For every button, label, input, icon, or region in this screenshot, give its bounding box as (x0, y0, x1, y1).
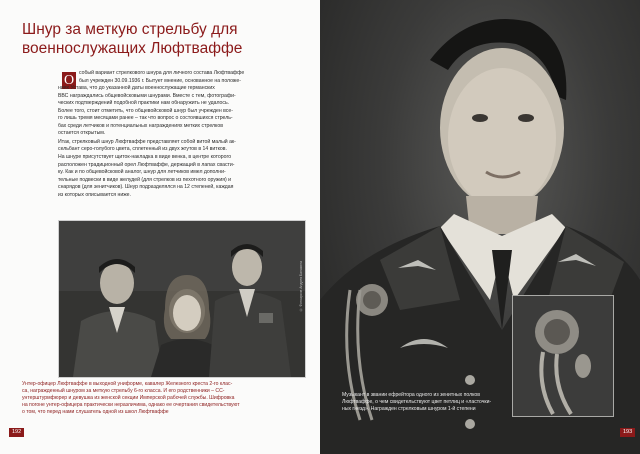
page-number: 193 (620, 428, 635, 437)
article-heading (22, 20, 312, 58)
body-line: был учрежден 30.09.1936 г. Бытует мнение, основанное на положе- (79, 77, 241, 84)
group-photo (58, 220, 306, 378)
body-line: снарядов (для зенитчиков). Шнур подразделялся на 12 степеней, каждая (58, 184, 234, 191)
body-line: бах среди летчиков и потенциальных награждениях меткиx стрелков (58, 122, 223, 129)
body-line: расположен традиционный орел Люфтваффе, держащий в лапах свасти- (58, 161, 235, 168)
group-photo-image (59, 221, 305, 377)
page-number: 192 (9, 428, 24, 437)
body-line: го лишь тремя месяцами ранее – так что вопрос о состоявшихся стрель- (58, 115, 233, 122)
caption-line: Музыкант в звании ефрейтора одного из зенитных полков (342, 392, 480, 398)
body-line: Итак, стрелковый шнур Люфтваффе представляет собой витой малый ак- (58, 138, 236, 145)
caption-line: унтерштурмфюрер и девушка из женской секции Имперской рабочей службы. Шифровка (22, 394, 235, 401)
body-line: ВВС награждались общевойсковыми шнурами. Вместе с тем, фотографи- (58, 92, 236, 99)
caption-line: са, награжденный шнуром за меткую стрельбу 6-го класса. И его родственники – СС- (22, 387, 225, 394)
portrait-caption (342, 392, 512, 414)
body-line: ческих подтверждений подобной практики нам обнаружить не удалось. (58, 100, 230, 107)
body-line: сельбант серо-голубого цвета, сплетенный из двух жгутов в 14 витков. (58, 146, 227, 153)
body-line: из которых описывается ниже. (58, 191, 131, 198)
caption-line: Люфтваффе, о чем свидетельствуют цвет петлиц и «ласточки- (342, 399, 492, 406)
body-line: остается открытым. (58, 130, 106, 137)
caption-line: Унтер-офицер Люфтваффе в выходной униформе, кавалер Железного креста 2-го клас- (22, 381, 233, 387)
inset-photo (512, 295, 614, 417)
paragraph (58, 139, 302, 199)
article-body (58, 70, 302, 199)
inset-photo-image (513, 296, 613, 416)
body-line: ниях Устава, что до указанной даты военнослужащие германских (58, 85, 215, 92)
heading-line: Шнур за меткую стрельбу для (22, 21, 238, 38)
body-line: собый вариант стрелкового шнура для личного состава Люфтваффе (79, 70, 245, 76)
paragraph (58, 70, 302, 138)
caption-line: ных гнезд». Награжден стрелковым шнуром 1-й степени (342, 406, 476, 413)
body-line: тельные подвески в виде желудей (для стрелков из пехотного оружия) и (58, 176, 232, 183)
heading-line: военнослужащих Люфтваффе (22, 40, 243, 57)
body-line: Более того, стоит отметить, что общевойсковой шнур был учрежден все- (58, 107, 233, 114)
right-page (320, 0, 640, 454)
caption-line: о том, что перед нами слушатель одной из школ Люфтваффе (22, 408, 169, 415)
photo-credit: © Фотоархив Андрея Балакина (299, 261, 303, 312)
body-line: На шнуре присутствует щиток-накладка в виде венка, в центре которого (58, 154, 232, 161)
body-line: ку. Как и по общевойсковой аналог, шнур для летчиков имел дополни- (58, 169, 226, 176)
caption-line: на погоне унтер-офицера практически неразличима, однако ее очертания свидетельствуют (22, 401, 240, 408)
photo-caption (22, 381, 304, 416)
drop-cap: О (63, 73, 75, 88)
